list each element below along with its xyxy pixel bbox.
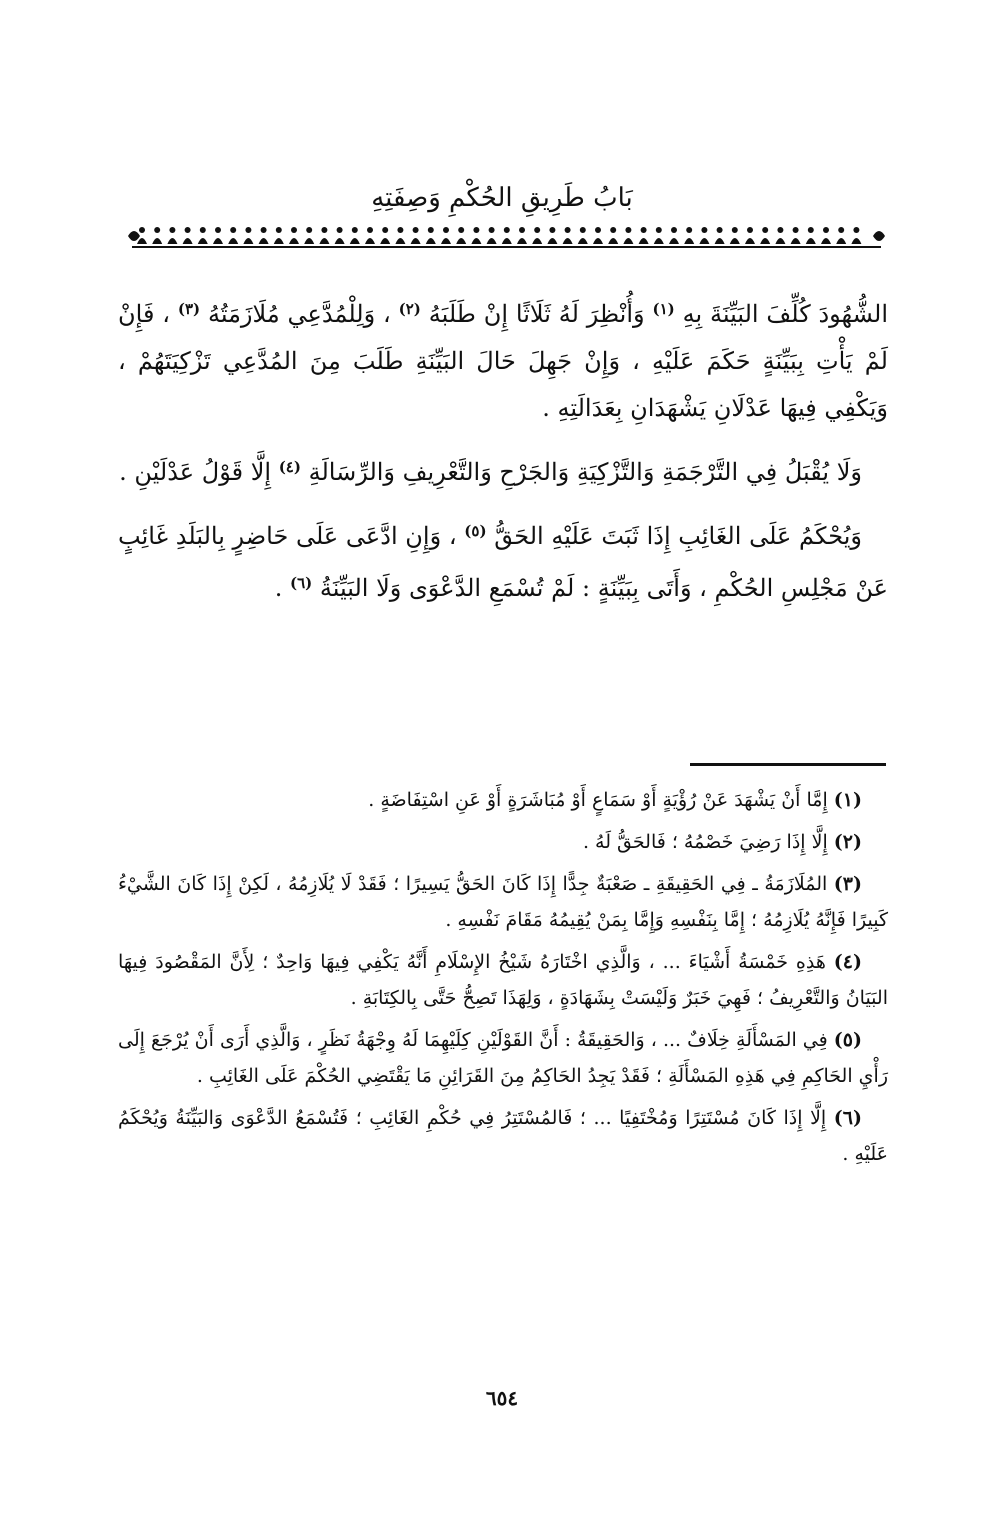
paragraph-3: وَيُحْكَمُ عَلَى الغَائِبِ إِذَا ثَبَتَ عَلَيْهِ الحَقُّ $^{(٥)}$ ، وَإِنِ ادَّعَى عَلَى حَاضِرٍ بِالبَلَدِ غَائِبٍ عَنْ مَجْلِسِ الحُكْمِ ، وَأَتَى بِبَيِّنَةٍ : لَمْ تُسْمَعِ الدَّعْوَى وَلَا البَيِّنَةُ $^{(٦)}$ . [118,522,888,602]
footnote-number: (٥) [833,1029,862,1051]
footnote-6: (٦) إِلَّا إِذَا كَانَ مُسْتَتِرًا وَمُخْتَفِيًا ... ؛ فَالمُسْتَتِرُ فِي حُكْمِ الغَائِبِ ؛ فَتُسْمَعُ الدَّعْوَى وَالبَيِّنَةُ وَيُحْكَمُ عَلَيْهِ . [118,1107,888,1165]
footnote-5: (٥) فِي المَسْأَلَةِ خِلَافٌ ... ، وَالحَقِيقَةُ : أَنَّ القَوْلَيْنِ كِلَيْهِمَا لَهُ وِجْهَةُ نَظَرٍ ، وَالَّذِي أَرَى أَنْ يُرْجَعَ إِلَى رَأْيِ الحَاكِمِ فِي هَذِهِ المَسْأَلَةِ ؛ فَقَدْ يَجِدُ الحَاكِمُ مِنَ القَرَائِنِ مَا يَقْتَضِي الحُكْمَ عَلَى الغَائِبِ . [118,1029,888,1087]
main-text [118,286,888,624]
footnote-separator [690,763,886,766]
footnote-number: (٢) [833,831,862,853]
footnote-ref[interactable]: (٤) [278,458,301,476]
footnote-4: (٤) هَذِهِ خَمْسَةُ أَشْيَاءَ ... ، وَالَّذِي اخْتَارَهُ شَيْخُ الإِسْلَامِ أَنَّهُ يَكْفِي فِيهَا وَاحِدٌ ؛ لِأَنَّ المَقْصُودَ فِيهَا البَيَانُ وَالتَّعْرِيفُ ؛ فَهِيَ خَبَرٌ وَلَيْسَتْ بِشَهَادَةٍ ، وَلِهَذَا تَصِحُّ حَتَّى بِالكِتَابَةِ . [118,951,888,1009]
page-number: ٦٥٤ [485,1386,519,1410]
footnotes [118,782,888,1178]
footnote-ref[interactable]: (٦) [289,574,313,592]
footnote-ref[interactable]: (٥) [464,522,487,540]
footnote-ref[interactable]: (٣) [177,300,201,318]
footnote-ref[interactable]: (١) [652,300,675,318]
footnote-3: (٣) المُلَازَمَةُ ـ فِي الحَقِيقَةِ ـ صَعْبَةٌ جِدًّا إِذَا كَانَ الحَقُّ يَسِيرًا ؛ فَقَدْ لَا يُلَازِمُهُ ، لَكِنْ إِذَا كَانَ الشَّيْءُ كَبِيرًا فَإِنَّهُ يُلَازِمُهُ ؛ إِمَّا بِنَفْسِهِ وَإِمَّا بِمَنْ يُقِيمُهُ مَقَامَ نَفْسِهِ . [118,873,888,931]
footnote-2: (٢) إِلَّا إِذَا رَضِيَ خَصْمُهُ ؛ فَالحَقُّ لَهُ . [582,831,862,853]
paragraph-2: وَلَا يُقْبَلُ فِي التَّرْجَمَةِ وَالتَّزْكِيَةِ وَالجَرْحِ وَالتَّعْرِيفِ وَالرِّسَالَةِ $^{(٤)}$ إِلَّا قَوْلُ عَدْلَيْنِ . [119,458,862,486]
footnote-number: (٦) [833,1107,862,1129]
footnote-number: (٣) [833,873,862,895]
footnote-number: (١) [833,789,862,811]
ornamental-border [128,224,885,250]
footnote-1: (١) إِمَّا أَنْ يَشْهَدَ عَنْ رُؤْيَةٍ أَوْ سَمَاعٍ أَوْ مُبَاشَرَةٍ أَوْ عَنِ اسْتِفَاضَةٍ . [368,789,862,811]
footnote-ref[interactable]: (٢) [398,300,421,318]
paragraph-1: الشُّهُودَ كُلِّفَ البَيِّنَةَ بِهِ $^{(١)}$ وَأُنْظِرَ لَهُ ثَلَاثًا إِنْ طَلَبَهُ $^{(٢)}$ ، وَلِلْمُدَّعِي مُلَازَمَتُهُ $^{(٣)}$ ، فَإِنْ لَمْ يَأْتِ بِبَيِّنَةٍ حَكَمَ عَلَيْهِ ، وَإِنْ جَهِلَ حَالَ البَيِّنَةِ طَلَبَ مِنَ المُدَّعِي تَزْكِيَتَهُمْ ، وَيَكْفِي فِيهَا عَدْلَانِ يَشْهَدَانِ بِعَدَالَتِهِ . [118,300,888,422]
footnote-number: (٤) [833,951,862,973]
chapter-title: بَابُ طَرِيقِ الحُكْمِ وَصِفَتِهِ [371,183,633,213]
